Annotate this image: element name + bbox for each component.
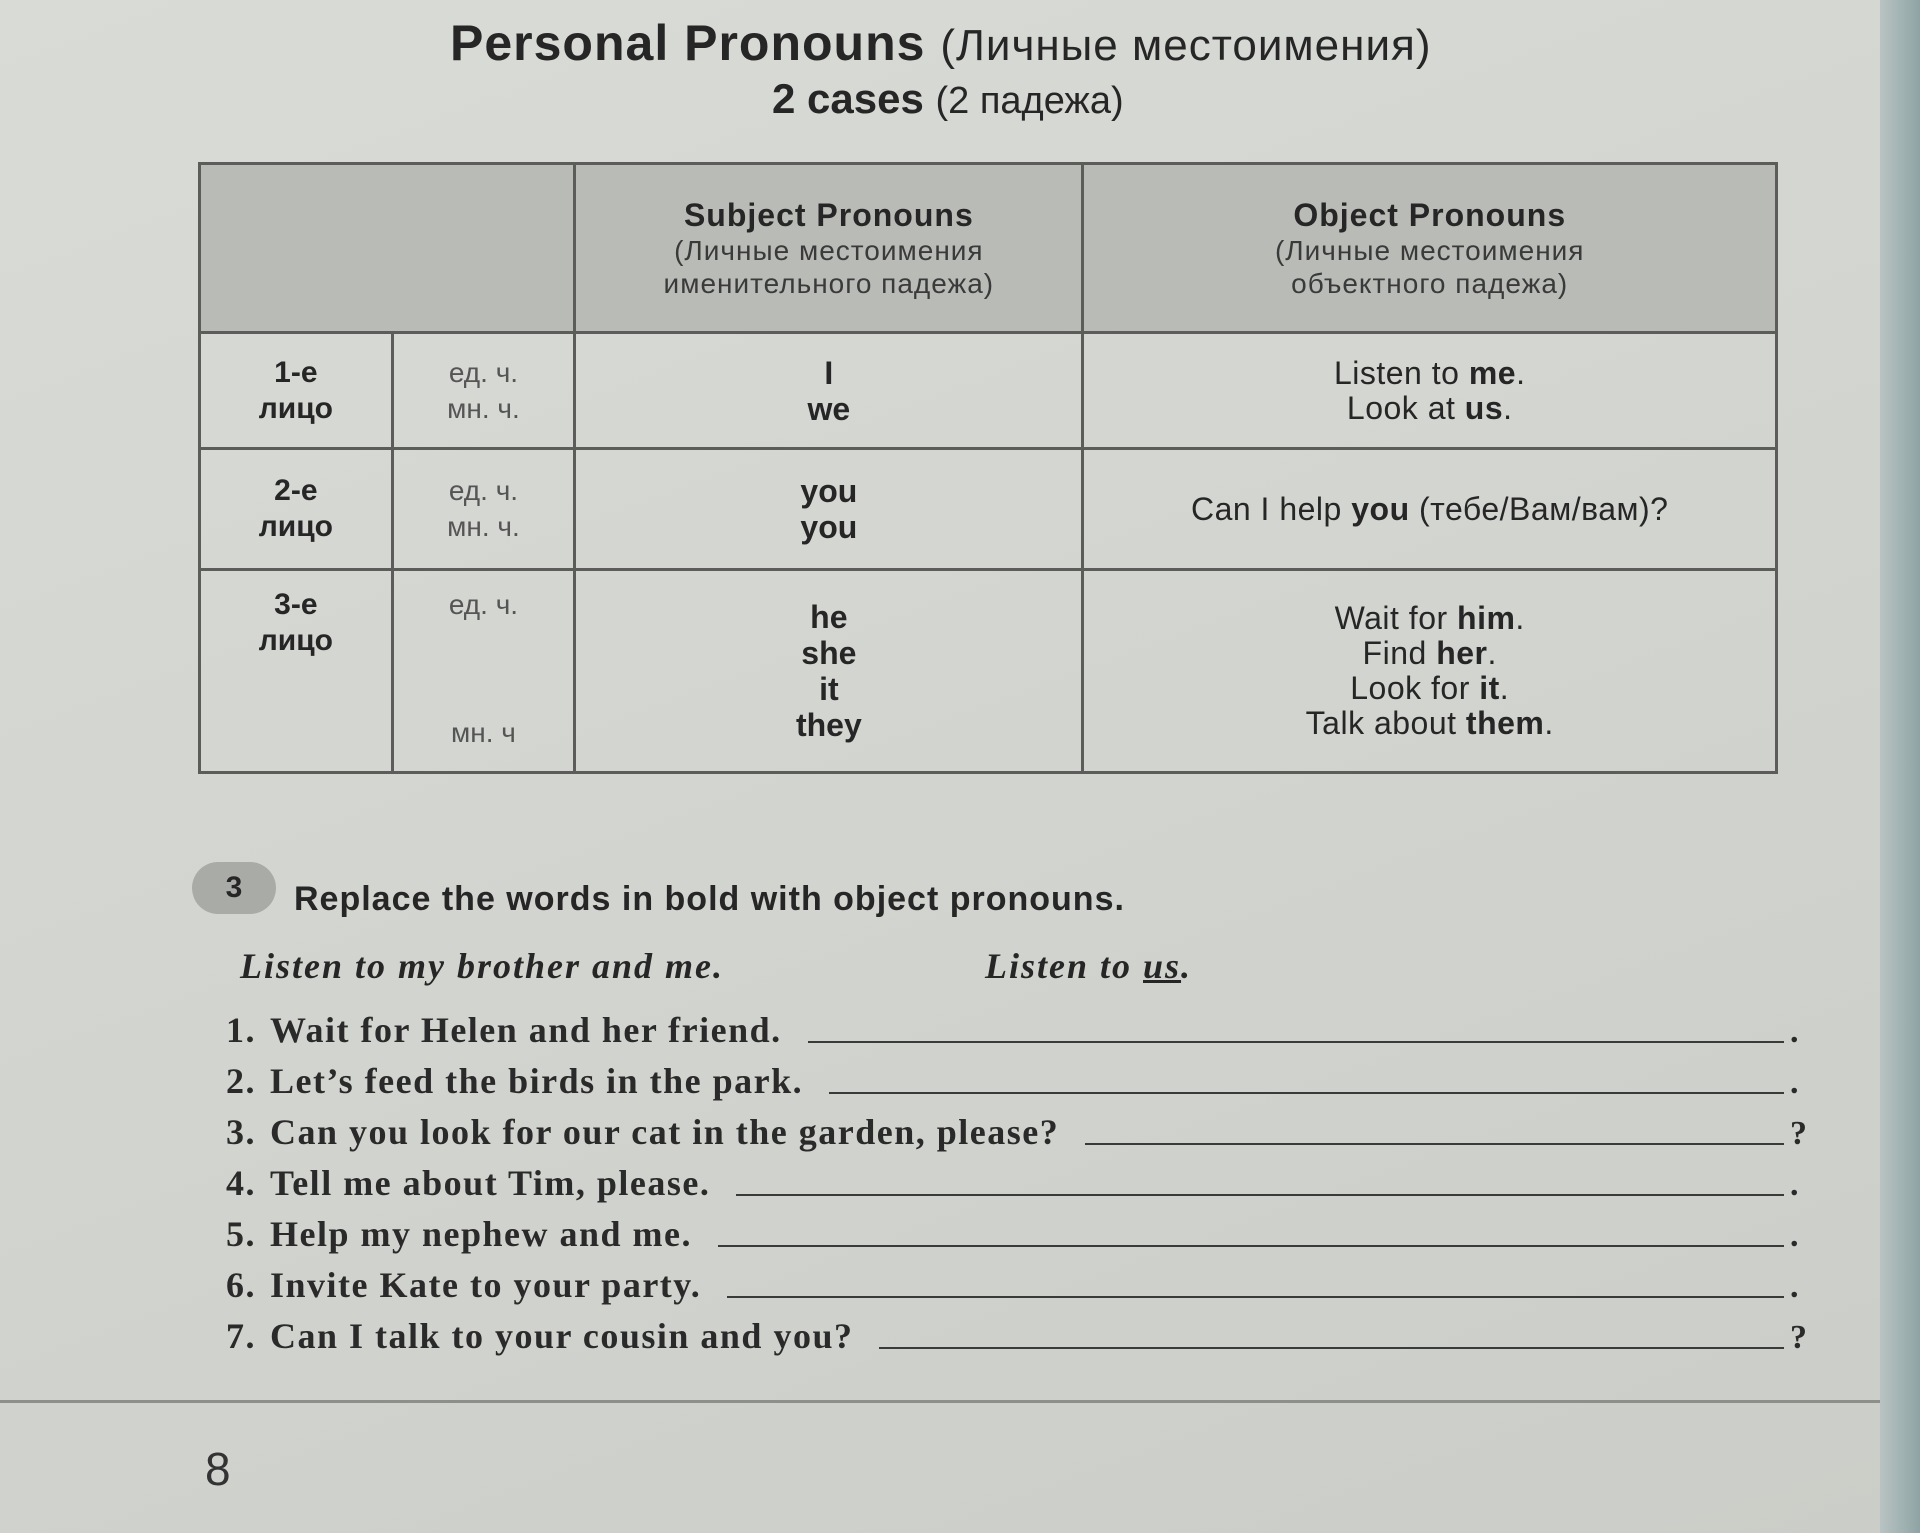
object-example: Wait for him. (1334, 600, 1525, 636)
title-russian: (Личные местоимения) (940, 21, 1432, 70)
object-example: Look at us. (1346, 389, 1513, 426)
page-title (450, 14, 1510, 72)
object-example-cell (1083, 449, 1777, 570)
answer-blank[interactable] (829, 1091, 1784, 1094)
page-number: 8 (205, 1443, 231, 1495)
exercise-instruction: Replace the words in bold with object pronouns. (294, 880, 1125, 918)
subject-pronouns-header: Subject Pronouns (Личные местоимения именительного падежа) (575, 164, 1083, 333)
person-cell: 1-е лицо (200, 333, 393, 449)
object-example-cell (1083, 333, 1777, 449)
header-empty-cell (200, 164, 575, 333)
bottom-divider (0, 1400, 1900, 1403)
answer-blank[interactable] (736, 1193, 1784, 1196)
list-item: 2. Let’s feed the birds in the park. . (226, 1061, 1800, 1101)
list-item: 5. Help my nephew and me. . (226, 1214, 1800, 1254)
answer-blank[interactable] (1085, 1142, 1784, 1145)
answer-blank[interactable] (808, 1040, 1784, 1043)
subtitle-english: 2 cases (772, 75, 924, 122)
table-header-row (200, 164, 1777, 333)
list-item: 1. Wait for Helen and her friend. . (226, 1010, 1800, 1050)
book-spine (1880, 0, 1920, 1533)
object-example: Look for it. (1350, 670, 1510, 706)
exercise-list (226, 1000, 1809, 1357)
list-item: 7. Can I talk to your cousin and you? ? (226, 1316, 1809, 1356)
subject-pronoun-cell: you you (575, 449, 1083, 570)
list-item: 6. Invite Kate to your party. . (226, 1265, 1800, 1305)
person-cell: 2-е лицо (200, 449, 393, 570)
exercise-number-badge: 3 (192, 862, 276, 914)
person-cell: 3-е лицо (200, 570, 393, 773)
table-row (200, 570, 1777, 773)
subject-pronoun-cell: I we (575, 333, 1083, 449)
example-sentence: Listen to my brother and me. (240, 946, 725, 986)
object-example: Listen to me. (1333, 354, 1526, 391)
example-answer: Listen to us. (985, 946, 1193, 986)
table-row (200, 449, 1777, 570)
answer-blank[interactable] (727, 1295, 1784, 1298)
number-cell: ед. ч. мн. ч. (392, 449, 575, 570)
list-item: 4. Tell me about Tim, please. . (226, 1163, 1800, 1203)
object-example: Talk about them. (1305, 705, 1554, 741)
object-example: Can I help you (тебе/Вам/вам)? (1190, 490, 1669, 527)
table-row (200, 333, 1777, 449)
number-cell: ед. ч. мн. ч (392, 570, 575, 773)
list-item: 3. Can you look for our cat in the garden, please? ? (226, 1112, 1809, 1152)
subject-pronoun-cell: he she it they (575, 570, 1083, 773)
pronouns-table (198, 162, 1778, 774)
object-pronouns-header: Object Pronouns (Личные местоимения объектного падежа) (1083, 164, 1777, 333)
object-example: Find her. (1362, 635, 1497, 671)
subtitle-russian: (2 падежа) (935, 80, 1124, 122)
answer-blank[interactable] (718, 1244, 1784, 1247)
page-subtitle (772, 75, 1124, 123)
object-example-cell (1083, 570, 1777, 773)
number-cell: ед. ч. мн. ч. (392, 333, 575, 449)
answer-blank[interactable] (879, 1346, 1784, 1349)
title-english: Personal Pronouns (450, 15, 926, 71)
